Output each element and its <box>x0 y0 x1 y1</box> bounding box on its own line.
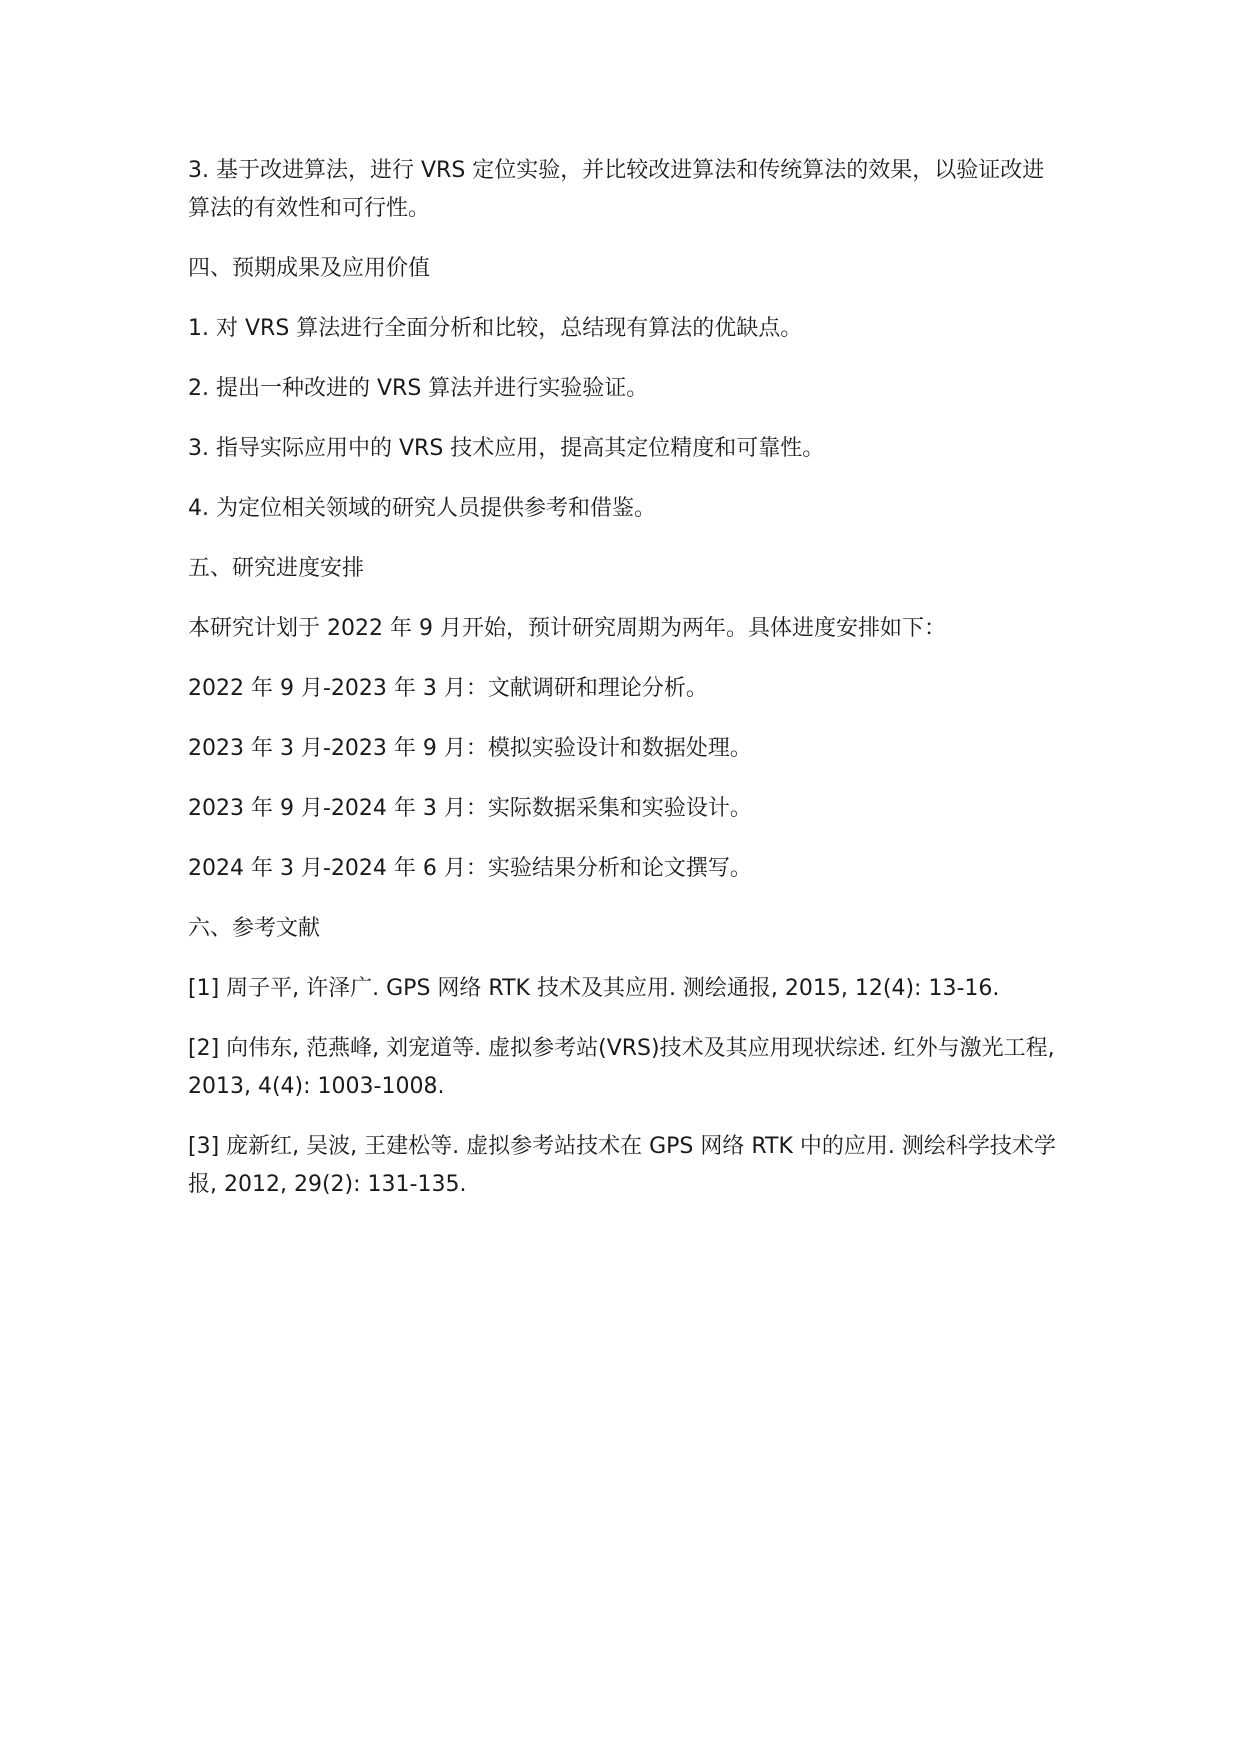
paragraph-schedule-intro: 本研究计划于 2022 年 9 月开始，预计研究周期为两年。具体进度安排如下： <box>188 616 946 641</box>
reference-3: [3] 庞新红, 吴波, 王建松等. 虚拟参考站技术在 GPS 网络 RTK 中的应用. 测绘科学技术学报, 2012, 29(2): 131-135. <box>188 1134 1056 1197</box>
paragraph-schedule-3: 2023 年 9 月-2024 年 3 月：实际数据采集和实验设计。 <box>188 796 752 821</box>
section-heading-expected-results: 四、预期成果及应用价值 <box>188 256 431 281</box>
paragraph-result-1: 1. 对 VRS 算法进行全面分析和比较，总结现有算法的优缺点。 <box>188 316 803 341</box>
section-heading-schedule: 五、研究进度安排 <box>188 556 365 581</box>
paragraph-method-3: 3. 基于改进算法，进行 VRS 定位实验，并比较改进算法和传统算法的效果，以验证改进算法的有效性和可行性。 <box>188 158 1045 221</box>
section-heading-references: 六、参考文献 <box>188 916 321 941</box>
paragraph-schedule-4: 2024 年 3 月-2024 年 6 月：实验结果分析和论文撰写。 <box>188 856 752 881</box>
paragraph-schedule-2: 2023 年 3 月-2023 年 9 月：模拟实验设计和数据处理。 <box>188 736 752 761</box>
paragraph-schedule-1: 2022 年 9 月-2023 年 3 月：文献调研和理论分析。 <box>188 676 708 701</box>
document-page <box>188 152 1058 1226</box>
paragraph-result-3: 3. 指导实际应用中的 VRS 技术应用，提高其定位精度和可靠性。 <box>188 436 825 461</box>
paragraph-result-4: 4. 为定位相关领域的研究人员提供参考和借鉴。 <box>188 496 656 521</box>
reference-2: [2] 向伟东, 范燕峰, 刘宠道等. 虚拟参考站(VRS)技术及其应用现状综述. 红外与激光工程, 2013, 4(4): 1003-1008. <box>188 1036 1055 1099</box>
reference-1: [1] 周子平, 许泽广. GPS 网络 RTK 技术及其应用. 测绘通报, 2015, 12(4): 13-16. <box>188 976 1000 1001</box>
paragraph-result-2: 2. 提出一种改进的 VRS 算法并进行实验验证。 <box>188 376 649 401</box>
